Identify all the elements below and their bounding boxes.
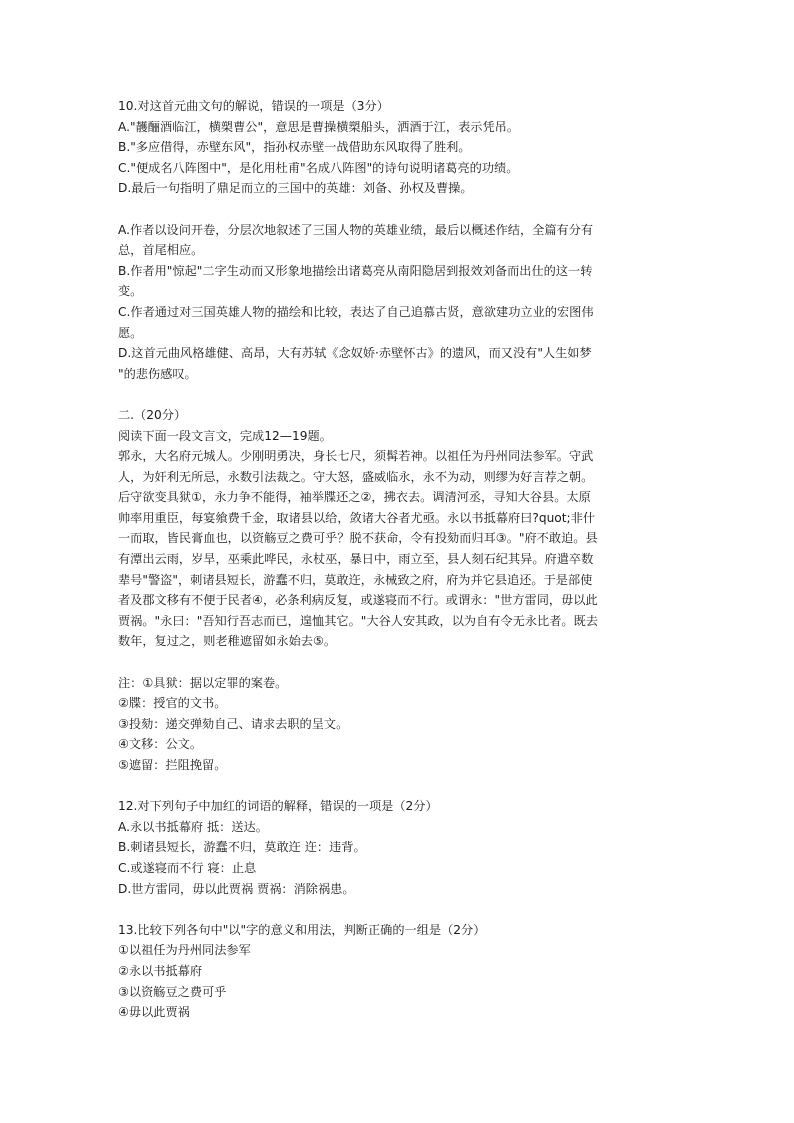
question-10-option-b: B."多应借得，赤壁东风"，指孙权赤壁一战借助东风取得了胜利。	[118, 140, 471, 155]
annotation-item: ④文移：公文。	[118, 737, 203, 752]
question-11-option-d-line1: D.这首元曲风格雄健、高昂，大有苏轼《念奴娇·赤壁怀古》的遗风，而又没有"人生如梦	[118, 346, 592, 361]
passage-line: 帅率用重臣，每宴飨费千金，取诸县以给，敛诸大谷者尤亟。永以书抵幕府曰?quot;非什	[118, 510, 596, 525]
section-heading: 二.（20分）	[118, 407, 187, 422]
passage-line: 者及郡文移有不便于民者④，必条利病反复，或遂寝而不行。或谓永："世方雷同，毋以此	[118, 593, 598, 608]
question-13	[118, 920, 698, 1023]
question-13-item: ②永以书抵幕府	[118, 963, 203, 978]
question-13-item: ④毋以此贾祸	[118, 1005, 190, 1020]
question-13-item: ③以资觞豆之费可乎	[118, 984, 227, 999]
question-11-option-c-line1: C.作者通过对三国英雄人物的描绘和比较，表达了自己追慕古贤，意欲建功立业的宏图伟	[118, 304, 594, 319]
section-2	[118, 405, 698, 776]
passage-line: 有潭出云雨，岁旱，巫乘此哗民，永杖巫，暴日中，雨立至，县人刻石纪其异。府遣卒数	[118, 552, 594, 567]
annotation-item: ③投劾：递交弹劾自己、请求去职的呈文。	[118, 716, 349, 731]
question-12-option-b: B.刺诸县短长，游蠢不归，莫敢迕 迕：违背。	[118, 840, 366, 855]
question-11-options	[118, 220, 698, 385]
question-13-stem: 13.比较下列各句中"以"字的意义和用法，判断正确的一组是（2分）	[118, 922, 486, 937]
annotation-item: ⑤遮留：拦阻挽留。	[118, 758, 227, 772]
spacer	[118, 199, 698, 220]
classical-passage	[118, 446, 698, 652]
annotation-heading: 注：①具狱：据以定罪的案卷。	[118, 675, 288, 690]
question-10-stem: 10.对这首元曲文句的解说，错误的一项是（3分）	[118, 99, 389, 113]
spacer	[118, 384, 698, 405]
question-12-stem: 12.对下列句子中加红的词语的解释，错误的一项是（2分）	[118, 799, 438, 814]
spacer	[118, 652, 698, 673]
annotations	[118, 673, 698, 776]
annotation-item: ②牒：授官的文书。	[118, 696, 227, 711]
question-11-option-a-line2: 总，首尾相应。	[118, 243, 204, 258]
passage-line: 后守欲变具狱①，永力争不能得，袖举牒还之②，拂衣去。调清河丞，寻知大谷县。太原	[118, 490, 591, 505]
question-12-option-d: D.世方雷同，毋以此贾祸 贾祸：消除祸患。	[118, 881, 355, 896]
passage-line: 一而取，皆民膏血也，以资觞豆之费可乎？脱不获命，令有投劾而归耳③。"府不敢迫。县	[118, 531, 598, 546]
passage-line: 辈号"警盗"，刺诸县短长，游蠢不归，莫敢迕，永械致之府，府为并它县追还。于是部使	[118, 572, 593, 587]
question-11-option-a-line1: A.作者以设问开卷，分层次地叙述了三国人物的英雄业绩，最后以概述作结，全篇有分有	[118, 222, 594, 237]
question-10	[118, 96, 698, 199]
passage-line: 人，为奸利无所忌，永数引法裁之。守大怒，盛威临永，永不为动，则缪为好言荐之朝。	[118, 469, 594, 484]
reading-instruction: 阅读下面一段文言文，完成12—19题。	[118, 428, 332, 443]
document-page	[118, 96, 698, 1023]
passage-line: 郭永，大名府元城人。少刚明勇决，身长七尺，须髯若神。以祖任为丹州同法参军。守武	[118, 449, 594, 464]
question-12	[118, 796, 698, 899]
question-10-option-a: A."䨼酾酒临江，横槊曹公"，意思是曹操横槊船头，洒酒于江，表示凭吊。	[118, 119, 520, 134]
passage-line: 数年，复过之，则老稚遮留如永始去⑤。	[118, 634, 337, 649]
spacer	[118, 899, 698, 920]
question-11-option-b-line2: 变。	[118, 284, 143, 299]
question-11-option-c-line2: 愿。	[118, 325, 143, 340]
question-11-option-d-line2: "的悲伤感叹。	[118, 366, 197, 381]
question-13-item: ①以祖任为丹州同法参军	[118, 943, 251, 958]
passage-line: 贾祸。"永曰："吾知行吾志而已，遑恤其它。"大谷人安其政，以为自有令无永比者。既去	[118, 613, 598, 628]
question-12-option-a: A.永以书抵幕府 抵：送达。	[118, 819, 268, 834]
question-10-option-c: C."便成名八阵图中"，是化用杜甫"名成八阵图"的诗句说明诸葛亮的功绩。	[118, 160, 519, 175]
question-10-option-d: D.最后一句指明了鼎足而立的三国中的英雄：刘备、孙权及曹操。	[118, 181, 473, 196]
question-12-option-c: C.或遂寝而不行 寝：止息	[118, 860, 257, 875]
spacer	[118, 776, 698, 797]
question-11-option-b-line1: B.作者用"惊起"二字生动而又形象地描绘出诸葛亮从南阳隐居到报效刘备而出仕的这一转	[118, 263, 593, 278]
